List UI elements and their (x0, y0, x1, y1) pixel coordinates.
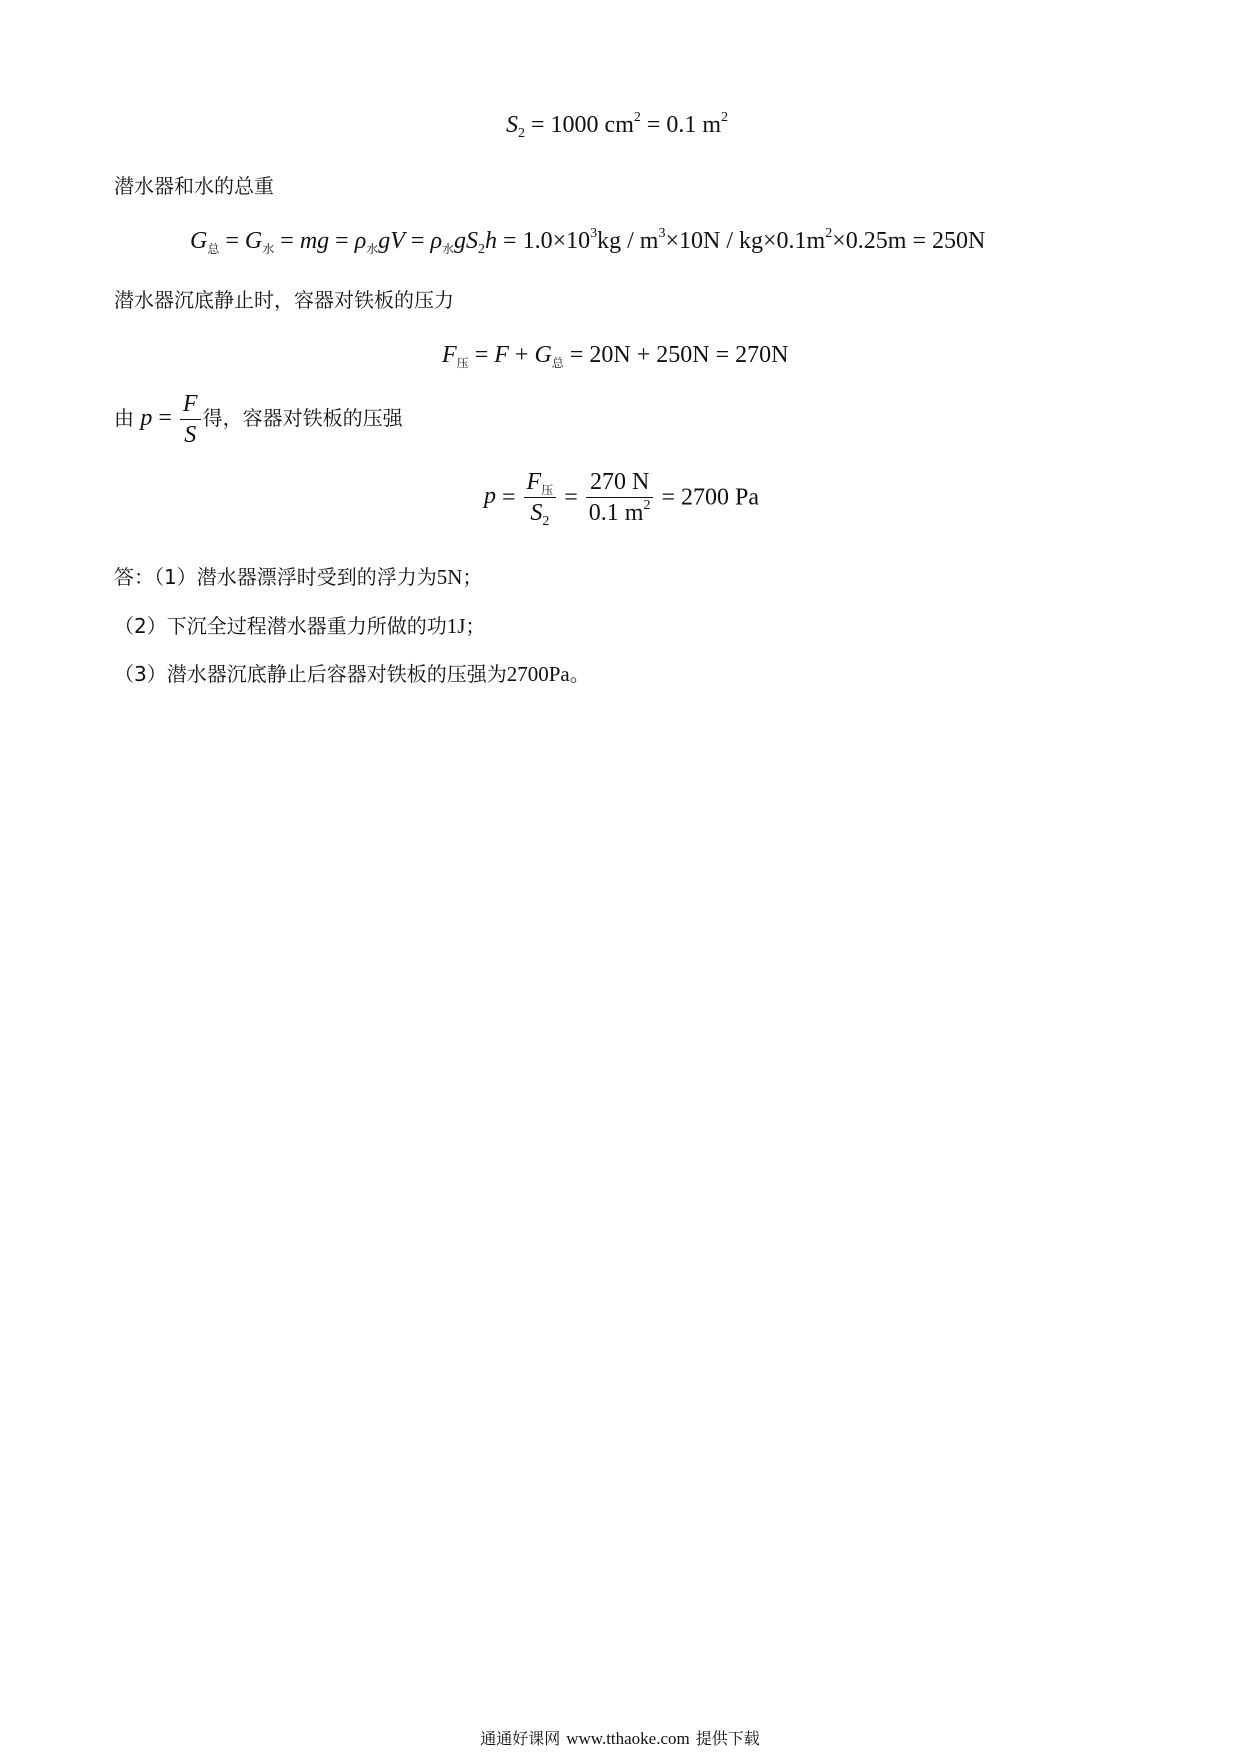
equation-area-s2: $S_2 = 1000$ $cm^2 = 0.1$ $m^2$ (506, 110, 729, 141)
answer-1: 答：（1）潜水器漂浮时受到的浮力为5N； (114, 565, 483, 589)
force-label: 潜水器沉底静止时，容器对铁板的压力 (114, 288, 454, 312)
answer-2: （2）下沉全过程潜水器重力所做的功1J； (114, 614, 486, 638)
answer-3: （3）潜水器沉底静止后容器对铁板的压强为2700Pa。 (114, 662, 590, 686)
equation-total-weight: $G_总 = G_水$ = mg = $\rho_水gV = \rho_水gS_2h = 1.0\times 10^3kg / m^3\times 10N / kg\times 0.1m^2\times 0.25m = 250N$ (190, 226, 986, 257)
total-weight-label: 潜水器和水的总重 (114, 174, 274, 198)
equation-pressure-calc: p = $\frac{F_压}{S_2}$ = $\frac{270 N}{0.1 m^2}$ = 2700 Pa (484, 469, 759, 529)
fraction-270n-over-area: $\frac{270 N}{0.1 m^2}$ (586, 470, 654, 525)
footer-site-name: 通通好课网 (480, 1729, 561, 1748)
fraction-f-over-s2: $\frac{F_压}{S_2}$ (524, 470, 557, 525)
equation-pressure-formula: p = $\frac{F}{S}$ (140, 392, 202, 447)
fraction-f-over-s: $\frac{F}{S}$ (180, 392, 201, 447)
footer-suffix: 提供下载 (695, 1729, 760, 1748)
equation-pressure-force: $F_压 = F + G_总 = 20N + 250N = 270N$ (442, 342, 789, 370)
page-footer (0, 1730, 1240, 1747)
footer-url[interactable]: www.tthaoke.com (566, 1729, 690, 1748)
pressure-formula-line: 由 p = $\frac{F}{S}$ 得，容器对铁板的压强 (114, 391, 403, 448)
